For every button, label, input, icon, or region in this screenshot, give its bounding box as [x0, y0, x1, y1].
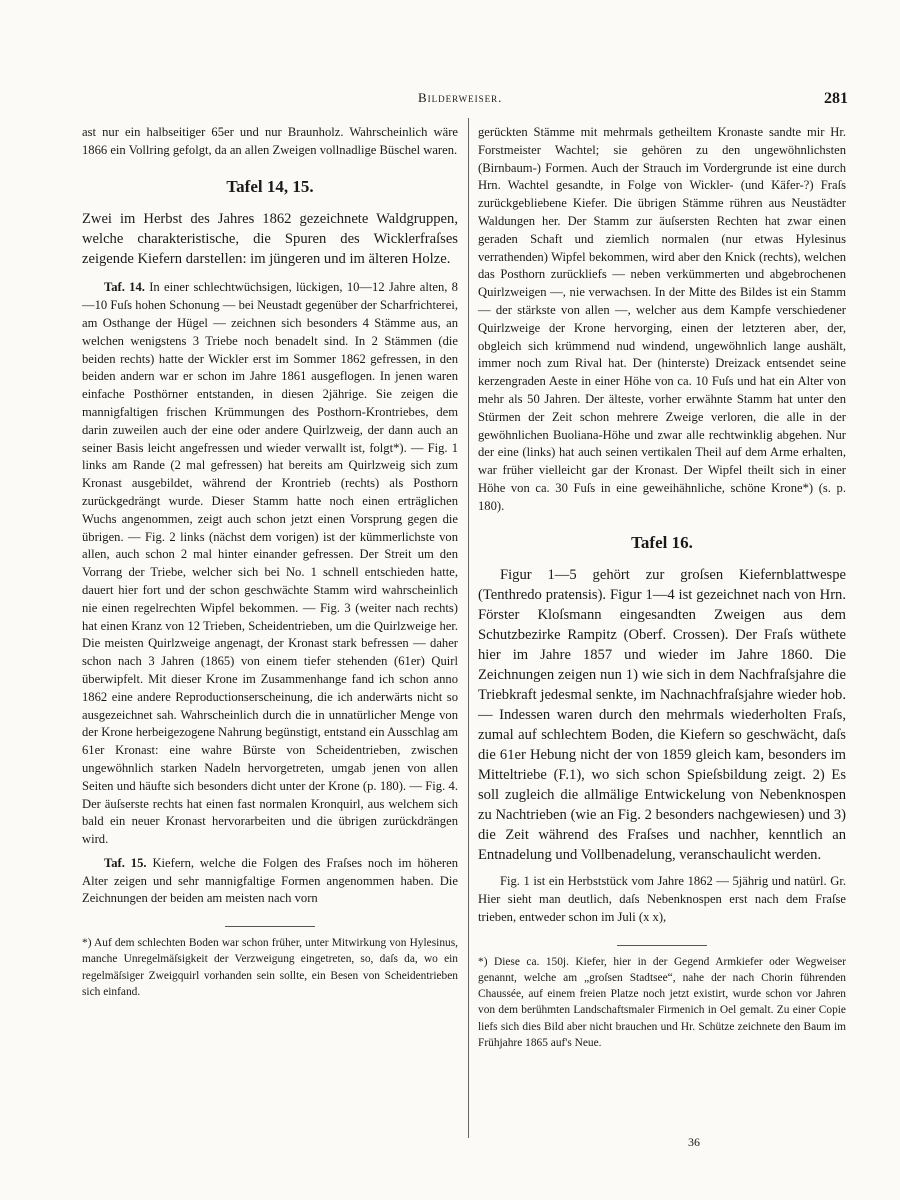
right-column — [478, 124, 846, 1051]
tafel-16-lead-paragraph: Figur 1—5 gehört zur groſsen Kiefernblattwespe (Tenthredo pratensis). Figur 1—4 ist gezeichnet nach von Hrn. Förster Kloſsmann eingesandten Zweigen aus dem Schutzbezirke Rampitz (Oberf. Crossen). Der Fraſs wüthete hier im Jahre 1857 und wieder im Jahre 1860. Die Zeichnungen zeigen nun 1) wie sich in dem Nachfraſsjahre die Triebkraft jedesmal senkte, im Nachnachfraſsjahre wieder hob. — Indessen waren durch den mehrmals wiederholten Fraſs, zumal auf schlechtem Boden, die Kiefern so geschwächt, daſs die 61er Hebung nicht der von 1859 gleich kam, besonders im Mitteltriebe (F.1), wo sich schon Spieſsbildung zeigt. 2) Es soll zugleich die allmälige Entwickelung von Nebenknospen zu Nachtrieben (wie an Fig. 2 besonders nachgewiesen) und 3) die Zeit während des Fraſses und nachher, kenntlich an Entnadelung und Vollbenadelung, veranschaulicht werden. — [478, 567, 846, 864]
taf14-paragraph — [82, 279, 458, 849]
column-divider — [468, 118, 469, 1138]
taf15-paragraph — [82, 855, 458, 908]
tafel-14-15-summary: Zwei im Herbst des Jahres 1862 gezeichnete Waldgruppen, welche charakteristische, die Spuren des Wicklerfraſses zeigende Kiefern darstellen: im jüngeren und im älteren Holze. — [82, 211, 458, 268]
fig1-paragraph: Fig. 1 ist ein Herbststück vom Jahre 1862 — 5jährig und natürl. Gr. Hier sieht man deutlich, daſs Nebenknospen erst nach dem Fraſse trieben, entweder schon im Juli (x x), — [478, 874, 846, 924]
running-title: Bilderweiser. — [418, 90, 503, 105]
page-number: 281 — [824, 90, 848, 107]
left-column — [82, 124, 458, 1000]
heading-tafel-14-15: Tafel 14, 15. — [226, 176, 314, 196]
footnote-rule — [617, 945, 707, 946]
footnote-rule — [225, 926, 315, 927]
running-head — [0, 90, 900, 112]
taf15-label: Taf. 15. — [104, 855, 147, 870]
left-continuation-paragraph: ast nur ein halbseitiger 65er und nur Braunholz. Wahrscheinlich wäre 1866 ein Vollring gefolgt, da an allen Zweigen vollnadlige Büschel waren. — [82, 125, 458, 157]
taf15-text: Kiefern, welche die Folgen des Fraſses noch im höheren Alter zeigen und sehr mannigfaltige Formen angenommen haben. Die Zeichnungen der beiden am meisten nach vorn — [82, 855, 459, 906]
signature-mark: 36 — [688, 1135, 700, 1149]
taf14-label: Taf. 14. — [104, 280, 145, 295]
heading-tafel-16: Tafel 16. — [631, 532, 693, 552]
right-continuation-paragraph: gerückten Stämme mit mehrmals getheiltem Kronaste sandte mir Hr. Forstmeister Wachtel; sie gehören zu den ungewöhnlichsten (Birnbaum-) Formen. Auch der Strauch im Vordergrunde ist eine durch Hrn. Wachtel gesandte, in Folge von Wickler- (und Käfer-?) Fraſs zurückgebliebene Kiefer. Die übrigen Stämme rühren aus Neustädter Waldungen her. Der Stamm zur äuſsersten Rechten hat zwar einen geraden Schaft und ziemlich normalen (nur etwas Hylesinus verrathenden) Wipfel bekommen, wird aber den Knick (rechts), welchen das Posthorn zurückliefs — neben verkümmerten und abgebrochenen Quirlzweigen —, nie verwachsen. In der Mitte des Bildes ist ein Stamm — der stärkste von allen —, welcher aus dem Kampfe verschiedener Quirlzweige der Krone hervorging, einen der letzteren aber, der, obgleich sich krümmend nud windend, ungewöhnlich lange aushält, immer noch zum Rival hat. Der (hinterste) Dreizack entsendet seine kerzengraden Aeste in einer Höhe von ca. 10 Fuſs und hat ein Alter von mehr als 50 Jahren. Der älteste, vorher erwähnte Stamm hat unter den Stürmen der Zeit schon mehrere Zweige verloren, die alle in der gewöhnlichen Buoliana-Höhe und zwar alle rechtwinklig abgehen. Nur der eine (links) hat auch seinen vertikalen Theil auf dem Arme erhalten, war früher vielleicht gar der Kronast. Der Wipfel theilt sich in einer Höhe von ca. 30 Fuſs in eine geweihähnliche, schöne Krone*) (s. p. 180). — [478, 125, 846, 513]
right-footnote: *) Diese ca. 150j. Kiefer, hier in der Gegend Armkiefer oder Wegweiser genannt, welche am „groſsen Stadtsee“, nahe der nach Chorin führenden Chaussée, auf einem freien Platze noch jetzt existirt, wurde schon vor Jahren von dem berühmten Landschaftsmaler Firmenich in Oel gemalt. Zu einer Copie liefs sich dies Bild aber nicht brauchen und Hr. Schütze zeichnete den Baum im Frühjahre 1865 auf's Neue. — [478, 955, 846, 1049]
left-footnote: *) Auf dem schlechten Boden war schon früher, unter Mitwirkung von Hylesinus, manche Unregelmäſsigkeit der Verzweigung eingetreten, so, daſs da, wo ein regelmäſsiger Zweigquirl vorhanden sein sollte, ein Besen von Scheidentrieben sich einfand. — [82, 937, 458, 998]
taf14-text: In einer schlechtwüchsigen, lückigen, 10—12 Jahre alten, 8—10 Fuſs hohen Schonung — bei Neustadt gegenüber der Scharfrichterei, am Osthange der Hügel — zeichnen sich besonders 4 Stämme aus, an welchen wenigstens 3 Triebe noch benadelt sind. In 2 Stämmen (die beiden rechts) hatte der Wickler erst im Sommer 1862 gefressen, in den beiden andern war er schon im Jahre 1861 ausgeflogen. In jenen waren einfache Posthörner entstanden, in diesen 2jährige. Sie zeigen die mannigfaltigen frischen Krümmungen des Posthorn-Krontriebes, dem darin zuweilen auch der eine oder andere Quirlzweig, der dann auch an seiner Basis leicht angefressen und wieder verwallt ist, folgt*). — Fig. 1 links am Rande (2 mal gefressen) hat bereits am Quirlzweig sich zum Kronast ausgebildet, während der Krontrieb (rechts) als Posthorn zurückgedrängt wurde. Dieser Stamm hatte noch einen erträglichen Wuchs angenommen, zeigt auch schon jetzt einen Vorsprung gegen die übrigen. — Fig. 2 links (nächst dem vorigen) ist der kümmerlichste von allen, auch schon 2 mal hinter einander gefressen. Der Streit um den Vorrang der Triebe, welcher sich bei No. 1 schnell entschieden hatte, dauert hier fort und der schon geschwächte Stamm wird wahrscheinlich nie einen regelrechten Wipfel bekommen. — Fig. 3 (weiter nach rechts) hat einen Kranz von 12 Trieben, Scheidentrieben, um die Quirlzweige her. Die meisten Quirlzweige angenagt, der Kronast stark befressen — daher schon nach 3 Jahren (1865) von einem tiefer stehenden (61er) Quirl überwipfelt. Mit dieser Krone im Zusammenhange fand ich schon anno 1862 eine andere Reproductionserscheinung, die ich anderwärts nicht so ausgezeichnet sah. Wahrscheinlich durch die in unnatürlicher Menge von der Krone herbeigezogene Nahrung begünstigt, entstand ein Ausschlag am 61er Kronast: eine wahre Bürste von Scheidentrieben, zwischen ungewöhnlich starken Nadeln hervorgetreten, umgab jenen von allen Seiten und häufte sich besonders dicht unter der Krone (p. 180). — Fig. 4. Der äuſserste rechts hat einen fast normalen Kronquirl, aus welchem sich bald ein neuer Kronast hervorarbeiten und die übrigen zurückdrängen wird. — [82, 280, 458, 847]
